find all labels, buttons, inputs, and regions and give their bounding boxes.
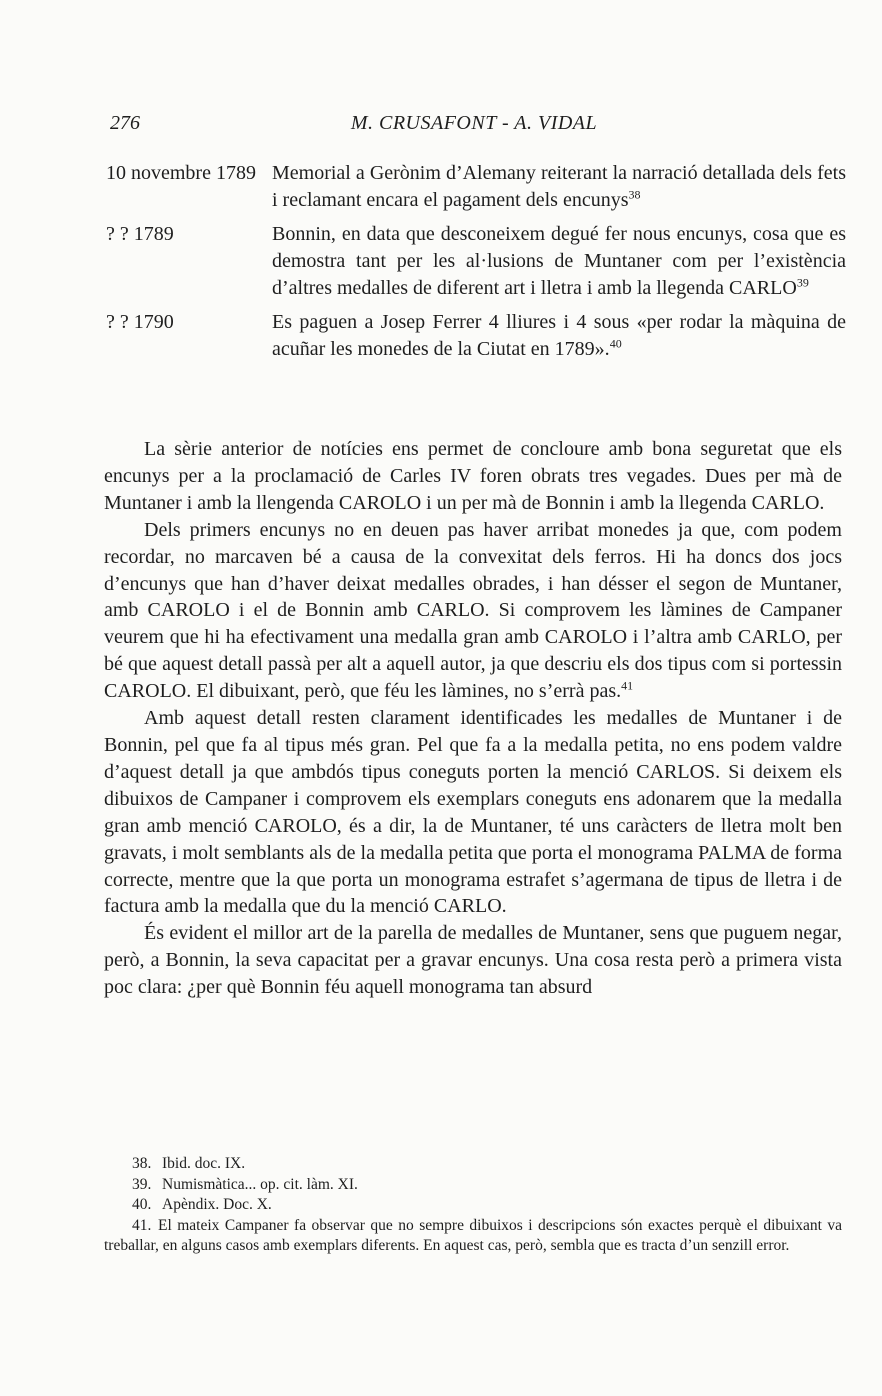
footnote-text: El mateix Campaner fa observar que no sempre dibuixos i descripcions són exactes perquè el dibuixant va treballar, en alguns casos amb exemplars diferents. En aquest cas, però, sembla que es tracta d’un senzill error. — [104, 1216, 842, 1254]
footnote — [104, 1175, 842, 1196]
chronology-entry — [106, 221, 846, 302]
entry-date: ? ? 1790 — [106, 311, 174, 333]
footnote-text: Apèndix. Doc. X. — [162, 1196, 272, 1213]
entry-date: 10 novembre 1789 — [106, 162, 256, 184]
entry-text-body: Es paguen a Josep Ferrer 4 lliures i 4 sous «per rodar la màquina de acuñar les monedes de la Ciutat en 1789». — [272, 311, 846, 360]
entry-text — [272, 160, 846, 214]
footnote — [104, 1216, 842, 1257]
chronology-list — [106, 160, 846, 370]
running-header — [106, 112, 842, 142]
footnote-ref: 41 — [621, 678, 634, 693]
entry-text-body: Memorial a Gerònim d’Alemany reiterant la narració detallada dels fets i reclamant encara el pagament dels encunys — [272, 162, 846, 211]
footnote-text: Ibid. doc. IX. — [162, 1155, 246, 1172]
entry-text — [272, 221, 846, 302]
paragraph: La sèrie anterior de notícies ens permet de concloure amb bona seguretat que els encunys per a la proclamació de Carles IV foren obrats tres vegades. Dues per mà de Muntaner i amb la llengenda CAROLO i un per mà de Bonnin i amb la llegenda CARLO. — [104, 438, 842, 514]
footnote-ref: 40 — [609, 336, 622, 351]
entry-date: ? ? 1789 — [106, 223, 174, 245]
paragraph: Amb aquest detall resten clarament identificades les medalles de Muntaner i de Bonnin, pel que fa al tipus més gran. Pel que fa a la medalla petita, no ens podem valdre d’aquest detall ja que ambdós tipus coneguts porten la menció CARLOS. Si deixem els dibuixos de Campaner i comprovem els exemplars coneguts ens adonarem que la medalla gran amb menció CAROLO, és a dir, la de Muntaner, té uns caràcters de lletra molt ben gravats, i molt semblants als de la medalla petita que porta el monograma PALMA de forma correcte, mentre que la que porta un monograma estrafet s’agermana de tipus de lletra i de factura amb la medalla que du la menció CARLO. — [104, 707, 842, 918]
paragraph — [104, 517, 842, 705]
paragraph: És evident el millor art de la parella de medalles de Muntaner, sens que puguem negar, però, a Bonnin, la seva capacitat per a gravar encunys. Una cosa resta però a primera vista poc clara: ¿per què Bonnin féu aquell monograma tan absurd — [104, 922, 842, 999]
footnote — [104, 1195, 842, 1216]
footnote-number: 39. — [132, 1175, 152, 1193]
page-number: 276 — [110, 112, 140, 134]
entry-text-body: Bonnin, en data que desconeixem degué fer nous encunys, cosa que es demostra tant per les al·lusions de Muntaner com per l’existència d’altres medalles de diferent art i lletra i amb la llegenda CARLO — [272, 223, 846, 299]
footnote-number: 41. — [132, 1216, 152, 1234]
footnote — [104, 1154, 842, 1175]
entry-text — [272, 309, 846, 363]
footnote-ref: 39 — [796, 275, 809, 290]
body-text — [104, 436, 842, 1001]
footnotes — [104, 1154, 842, 1257]
paragraph-body: Dels primers encunys no en deuen pas haver arribat monedes ja que, com podem recordar, no marcaven bé a causa de la convexitat dels ferros. Hi ha doncs dos jocs d’encunys que han d’haver deixat medalles obrades, i han désser el segon de Muntaner, amb CAROLO i el de Bonnin amb CARLO. Si comprovem les làmines de Campaner veurem que hi ha efectivament una medalla gran amb CAROLO i l’altra amb CARLO, per bé que aquest detall passà per alt a aquell autor, ja que descriu els dos tipus com si portessin CAROLO. El dibuixant, però, que féu les làmines, no s’errà pas. — [104, 518, 842, 703]
footnote-ref: 38 — [628, 187, 641, 202]
footnote-number: 38. — [132, 1155, 152, 1172]
footnote-text: Numismàtica... op. cit. làm. XI. — [162, 1175, 358, 1193]
running-head-authors: M. CRUSAFONT - A. VIDAL — [350, 112, 598, 134]
chronology-entry — [106, 309, 846, 363]
footnote-number: 40. — [132, 1196, 152, 1213]
chronology-entry — [106, 160, 846, 214]
